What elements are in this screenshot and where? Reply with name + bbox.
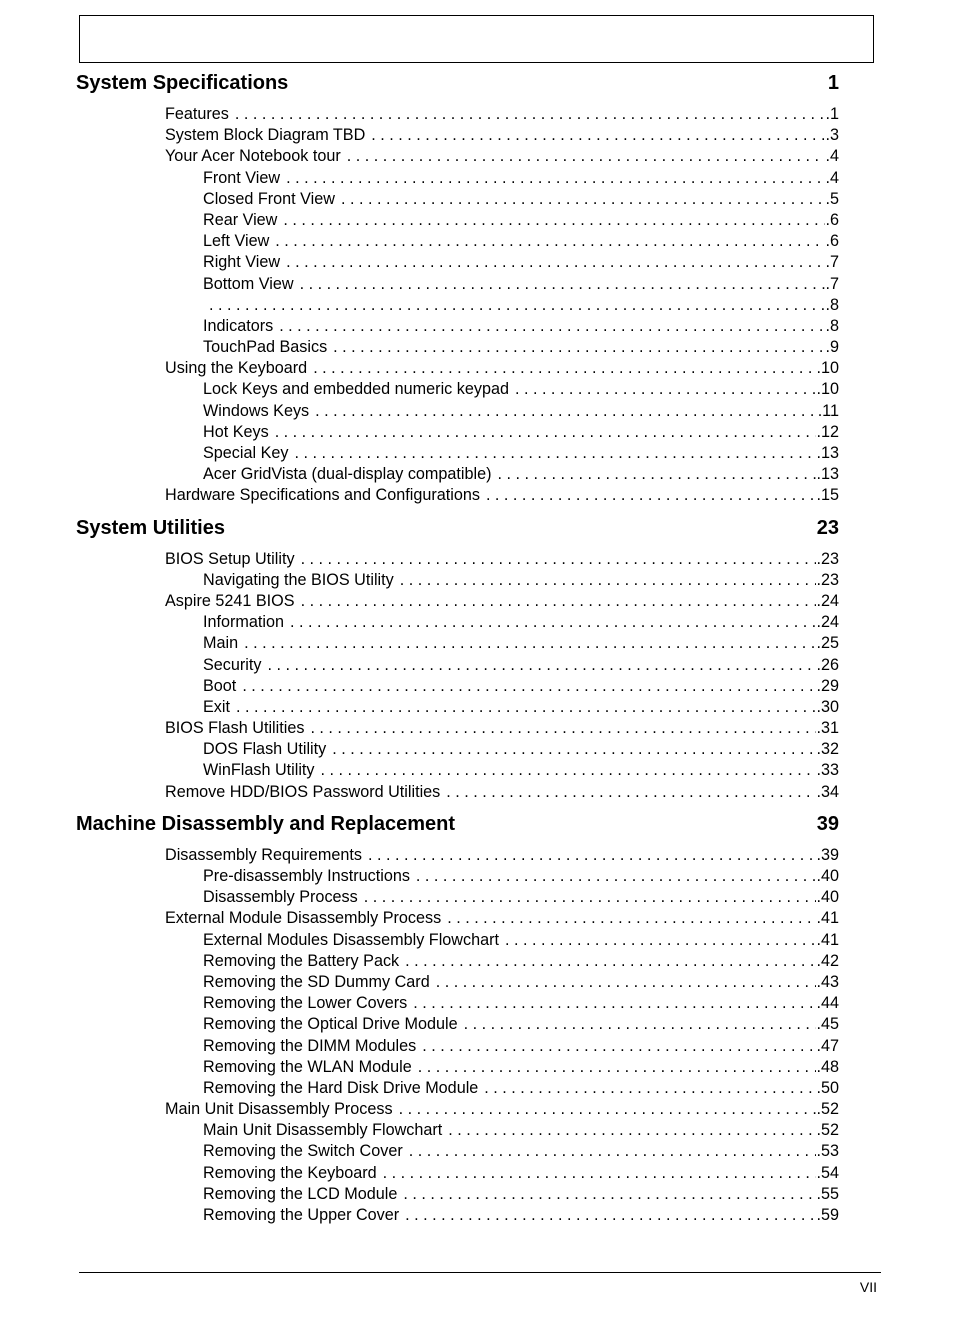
toc-entry-page: .10: [816, 379, 839, 400]
toc-entry-page: .6: [825, 231, 839, 252]
dot-leader: [283, 210, 825, 231]
toc-entry-label: Removing the Battery Pack: [203, 951, 405, 972]
toc-entry[interactable]: [76, 1057, 839, 1078]
toc-entry[interactable]: [76, 358, 839, 379]
toc-entry-page: .26: [816, 655, 839, 676]
section-title-text: Machine Disassembly and Replacement: [76, 812, 456, 835]
dot-leader: [321, 760, 817, 781]
toc-entry-page: .30: [816, 697, 839, 718]
dot-leader: [290, 612, 817, 633]
dot-leader: [416, 866, 817, 887]
toc-entry[interactable]: [76, 104, 839, 125]
toc-entry-label: System Block Diagram TBD: [165, 125, 371, 146]
toc-entry[interactable]: [76, 845, 839, 866]
toc-entry-label: Main Unit Disassembly Process: [165, 1099, 399, 1120]
section-title[interactable]: [76, 811, 839, 837]
toc-entry-page: .29: [816, 676, 839, 697]
toc-entry[interactable]: [76, 930, 839, 951]
section-page-number: 1: [827, 72, 839, 94]
toc-section-machine-disassembly: [76, 811, 839, 1226]
toc-entry-label: Disassembly Process: [203, 887, 364, 908]
toc-entry[interactable]: [76, 1078, 839, 1099]
dot-leader: [486, 485, 817, 506]
toc-entry[interactable]: [76, 252, 839, 273]
toc-entry-page: .33: [816, 760, 839, 781]
toc-entry-label: Information: [203, 612, 290, 633]
dot-leader: [447, 908, 816, 929]
section-title-text: System Utilities: [76, 516, 225, 539]
toc-entry-label: Removing the LCD Module: [203, 1184, 403, 1205]
dot-leader: [301, 549, 817, 570]
toc-entry-label: Disassembly Requirements: [165, 845, 368, 866]
toc-entry-label: Bottom View: [203, 274, 300, 295]
toc-entry[interactable]: [76, 316, 839, 337]
dot-leader: [275, 231, 825, 252]
toc-entry[interactable]: [76, 633, 839, 654]
toc-entry-page: .54: [816, 1163, 839, 1184]
toc-entry[interactable]: [76, 401, 839, 422]
toc-entry-page: .8: [825, 295, 839, 316]
toc-entry-page: .40: [816, 887, 839, 908]
toc-entry-page: .3: [825, 125, 839, 146]
dot-leader: [315, 401, 818, 422]
toc-entry-page: .7: [825, 274, 839, 295]
dot-leader: [448, 1120, 816, 1141]
dot-leader: [418, 1057, 817, 1078]
dot-leader: [267, 655, 816, 676]
dot-leader: [515, 379, 817, 400]
dot-leader: [332, 739, 816, 760]
dot-leader: [294, 443, 816, 464]
toc-entry[interactable]: [76, 993, 839, 1014]
toc-entry-label: Removing the Optical Drive Module: [203, 1014, 464, 1035]
toc-entry-label: Rear View: [203, 210, 283, 231]
toc-entry[interactable]: [76, 760, 839, 781]
dot-leader: [405, 951, 816, 972]
dot-leader: [436, 972, 817, 993]
dot-leader: [371, 125, 825, 146]
toc-entry[interactable]: [76, 1205, 839, 1226]
toc-entry-page: .1: [825, 104, 839, 125]
toc-entry-page: .9: [825, 337, 839, 358]
toc-entry-page: .41: [816, 930, 839, 951]
toc-entry-label: BIOS Setup Utility: [165, 549, 301, 570]
toc-entry-label: DOS Flash Utility: [203, 739, 332, 760]
dot-leader: [409, 1141, 817, 1162]
toc-entry-page: .5: [825, 189, 839, 210]
dot-leader: [484, 1078, 816, 1099]
toc-entry-page: .32: [816, 739, 839, 760]
toc-entry[interactable]: [76, 125, 839, 146]
toc-entry-label: Removing the Keyboard: [203, 1163, 383, 1184]
dot-leader: [422, 1036, 816, 1057]
toc-entry-page: .12: [816, 422, 839, 443]
toc-entry-page: .11: [818, 401, 839, 422]
toc-entry-label: Closed Front View: [203, 189, 341, 210]
toc-entry[interactable]: [76, 1099, 839, 1120]
toc-entry[interactable]: [76, 1163, 839, 1184]
toc-entry[interactable]: [76, 1014, 839, 1035]
toc-entry[interactable]: [76, 887, 839, 908]
toc-entry-label: Hardware Specifications and Configurations: [165, 485, 486, 506]
toc-entry[interactable]: [76, 485, 839, 506]
toc-entry-label: Aspire 5241 BIOS: [165, 591, 301, 612]
toc-entry-label: Windows Keys: [203, 401, 315, 422]
toc-entry[interactable]: [76, 612, 839, 633]
toc-entry[interactable]: [76, 1184, 839, 1205]
toc-entry[interactable]: [76, 697, 839, 718]
toc-entry-page: .4: [825, 146, 839, 167]
toc-entry-page: .4: [825, 168, 839, 189]
toc-entry-label: Acer GridVista (dual-display compatible): [203, 464, 498, 485]
toc-entry-page: .59: [816, 1205, 839, 1226]
toc-entry[interactable]: [76, 422, 839, 443]
toc-entry[interactable]: [76, 337, 839, 358]
toc-entry-page: .34: [816, 782, 839, 803]
toc-section-system-utilities: [76, 515, 839, 803]
toc-entry-label: TouchPad Basics: [203, 337, 333, 358]
toc-entry[interactable]: [76, 231, 839, 252]
dot-leader: [498, 464, 817, 485]
toc-entry[interactable]: [76, 210, 839, 231]
dot-leader: [364, 887, 817, 908]
toc-entry-page: .15: [816, 485, 839, 506]
section-title[interactable]: [76, 70, 839, 96]
footer-page-number: VII: [859, 1279, 877, 1295]
toc-entry-label: Removing the Lower Covers: [203, 993, 413, 1014]
dot-leader: [300, 274, 826, 295]
toc-entry[interactable]: [76, 655, 839, 676]
toc-entry-page: .7: [825, 252, 839, 273]
toc-entry-page: .55: [816, 1184, 839, 1205]
toc-entry-page: .31: [816, 718, 839, 739]
toc-entry-label: Navigating the BIOS Utility: [203, 570, 400, 591]
section-page-number: 39: [816, 812, 839, 835]
dot-leader: [244, 633, 816, 654]
toc-entry-page: .13: [816, 464, 839, 485]
table-of-contents: [76, 70, 839, 1234]
toc-entry[interactable]: [76, 1036, 839, 1057]
toc-entry-page: .43: [816, 972, 839, 993]
dot-leader: [313, 358, 816, 379]
dot-leader: [383, 1163, 817, 1184]
toc-entry-label: Right View: [203, 252, 286, 273]
dot-leader: [399, 1099, 817, 1120]
toc-entry-page: .47: [816, 1036, 839, 1057]
dot-leader: [286, 168, 825, 189]
toc-entry-label: [203, 295, 209, 316]
toc-entry-page: .6: [825, 210, 839, 231]
toc-entry-label: External Module Disassembly Process: [165, 908, 447, 929]
section-title[interactable]: [76, 515, 839, 541]
toc-entry-label: Front View: [203, 168, 286, 189]
toc-entry-page: .50: [816, 1078, 839, 1099]
toc-entry[interactable]: [76, 591, 839, 612]
toc-entry-page: .8: [825, 316, 839, 337]
toc-entry[interactable]: [76, 549, 839, 570]
dot-leader: [235, 104, 826, 125]
toc-entry-page: .23: [816, 549, 839, 570]
toc-entry[interactable]: [76, 379, 839, 400]
dot-leader: [310, 718, 816, 739]
toc-entry-label: WinFlash Utility: [203, 760, 321, 781]
dot-leader: [341, 189, 826, 210]
toc-entry-label: Exit: [203, 697, 236, 718]
toc-entry[interactable]: [76, 718, 839, 739]
toc-entry-page: .52: [816, 1120, 839, 1141]
toc-entry-label: Features: [165, 104, 235, 125]
toc-entry-label: BIOS Flash Utilities: [165, 718, 310, 739]
header-box: [79, 15, 874, 63]
toc-entry-page: .44: [816, 993, 839, 1014]
toc-entry[interactable]: [76, 972, 839, 993]
toc-entry[interactable]: [76, 739, 839, 760]
toc-entry[interactable]: [76, 570, 839, 591]
toc-entry[interactable]: [76, 866, 839, 887]
toc-entry-page: .48: [816, 1057, 839, 1078]
dot-leader: [242, 676, 816, 697]
toc-entry[interactable]: [76, 1141, 839, 1162]
toc-entry-label: Removing the Hard Disk Drive Module: [203, 1078, 484, 1099]
toc-entry-page: .40: [816, 866, 839, 887]
toc-entry-label: Pre-disassembly Instructions: [203, 866, 416, 887]
toc-entry-page: .24: [816, 591, 839, 612]
dot-leader: [347, 146, 826, 167]
toc-entry[interactable]: [76, 443, 839, 464]
toc-entry[interactable]: [76, 146, 839, 167]
toc-entry-label: External Modules Disassembly Flowchart: [203, 930, 505, 951]
dot-leader: [286, 252, 825, 273]
dot-leader: [236, 697, 816, 718]
dot-leader: [446, 782, 816, 803]
toc-entry-page: .45: [816, 1014, 839, 1035]
toc-entry-label: Main: [203, 633, 244, 654]
dot-leader: [400, 570, 817, 591]
dot-leader: [275, 422, 817, 443]
toc-entry[interactable]: [76, 295, 839, 316]
dot-leader: [413, 993, 816, 1014]
toc-entry-page: .52: [816, 1099, 839, 1120]
toc-entry-page: .53: [816, 1141, 839, 1162]
dot-leader: [333, 337, 825, 358]
toc-entry[interactable]: [76, 908, 839, 929]
section-page-number: 23: [816, 516, 839, 539]
toc-entry-label: Main Unit Disassembly Flowchart: [203, 1120, 448, 1141]
toc-entry-page: .25: [816, 633, 839, 654]
toc-entry-page: .23: [816, 570, 839, 591]
toc-entry-page: .41: [816, 908, 839, 929]
toc-entry-label: Removing the DIMM Modules: [203, 1036, 422, 1057]
toc-entry[interactable]: [76, 676, 839, 697]
dot-leader: [209, 295, 825, 316]
toc-entry-label: Using the Keyboard: [165, 358, 313, 379]
toc-entry[interactable]: [76, 464, 839, 485]
toc-entry-label: Remove HDD/BIOS Password Utilities: [165, 782, 446, 803]
toc-entry-label: Security: [203, 655, 267, 676]
toc-entry[interactable]: [76, 782, 839, 803]
dot-leader: [279, 316, 825, 337]
toc-entry-page: .39: [816, 845, 839, 866]
toc-entry-label: Special Key: [203, 443, 294, 464]
toc-entry-page: .42: [816, 951, 839, 972]
dot-leader: [505, 930, 817, 951]
toc-entry-label: Lock Keys and embedded numeric keypad: [203, 379, 515, 400]
dot-leader: [301, 591, 817, 612]
toc-section-system-specifications: [76, 70, 839, 507]
dot-leader: [403, 1184, 816, 1205]
toc-entry[interactable]: [76, 951, 839, 972]
toc-entry-label: Hot Keys: [203, 422, 275, 443]
toc-entry-page: .24: [816, 612, 839, 633]
dot-leader: [464, 1014, 817, 1035]
toc-entry-label: Your Acer Notebook tour: [165, 146, 347, 167]
toc-entry-label: Removing the Switch Cover: [203, 1141, 409, 1162]
toc-entry[interactable]: [76, 168, 839, 189]
dot-leader: [368, 845, 816, 866]
toc-entry-label: Indicators: [203, 316, 279, 337]
dot-leader: [405, 1205, 816, 1226]
toc-entry[interactable]: [76, 189, 839, 210]
toc-entry-label: Removing the Upper Cover: [203, 1205, 405, 1226]
toc-entry[interactable]: [76, 1120, 839, 1141]
toc-entry-label: Boot: [203, 676, 242, 697]
toc-entry-page: .10: [816, 358, 839, 379]
section-title-text: System Specifications: [76, 72, 289, 94]
toc-entry-label: Left View: [203, 231, 275, 252]
toc-entry[interactable]: [76, 274, 839, 295]
toc-entry-label: Removing the WLAN Module: [203, 1057, 418, 1078]
footer-rule: [79, 1272, 881, 1273]
toc-entry-label: Removing the SD Dummy Card: [203, 972, 436, 993]
toc-entry-page: .13: [816, 443, 839, 464]
